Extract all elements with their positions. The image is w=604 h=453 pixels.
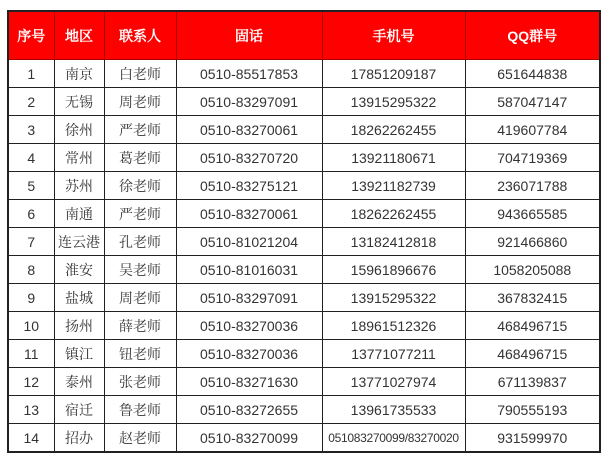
cell-mobile: 13961735533 bbox=[322, 396, 465, 424]
table-row bbox=[8, 396, 600, 424]
cell-region: 扬州 bbox=[54, 312, 104, 340]
cell-region: 镇江 bbox=[54, 340, 104, 368]
cell-landline: 0510-85517853 bbox=[176, 60, 322, 88]
cell-qq-group: 921466860 bbox=[465, 228, 600, 256]
cell-qq-group: 651644838 bbox=[465, 60, 600, 88]
cell-landline: 0510-83270036 bbox=[176, 340, 322, 368]
cell-index: 7 bbox=[8, 228, 54, 256]
cell-mobile: 13921182739 bbox=[322, 172, 465, 200]
cell-contact-name: 白老师 bbox=[104, 60, 176, 88]
cell-mobile: 13182412818 bbox=[322, 228, 465, 256]
cell-contact-name: 孔老师 bbox=[104, 228, 176, 256]
table-row bbox=[8, 116, 600, 144]
cell-contact-name: 周老师 bbox=[104, 88, 176, 116]
cell-contact-name: 赵老师 bbox=[104, 424, 176, 453]
cell-mobile: 13915295322 bbox=[322, 284, 465, 312]
column-header-region: 地区 bbox=[54, 11, 104, 60]
table-row bbox=[8, 88, 600, 116]
cell-mobile: 13771077211 bbox=[322, 340, 465, 368]
cell-contact-name: 鲁老师 bbox=[104, 396, 176, 424]
table-row bbox=[8, 256, 600, 284]
cell-mobile: 13921180671 bbox=[322, 144, 465, 172]
cell-region: 徐州 bbox=[54, 116, 104, 144]
cell-mobile: 13915295322 bbox=[322, 88, 465, 116]
cell-landline: 0510-83270099 bbox=[176, 424, 322, 453]
cell-index: 3 bbox=[8, 116, 54, 144]
cell-qq-group: 1058205088 bbox=[465, 256, 600, 284]
cell-landline: 0510-83275121 bbox=[176, 172, 322, 200]
cell-mobile: 15961896676 bbox=[322, 256, 465, 284]
cell-index: 10 bbox=[8, 312, 54, 340]
cell-mobile: 13771027974 bbox=[322, 368, 465, 396]
cell-contact-name: 严老师 bbox=[104, 200, 176, 228]
cell-qq-group: 468496715 bbox=[465, 312, 600, 340]
cell-region: 泰州 bbox=[54, 368, 104, 396]
cell-landline: 0510-83270061 bbox=[176, 116, 322, 144]
cell-qq-group: 790555193 bbox=[465, 396, 600, 424]
cell-qq-group: 704719369 bbox=[465, 144, 600, 172]
cell-mobile: 17851209187 bbox=[322, 60, 465, 88]
column-header-mobile: 手机号 bbox=[322, 11, 465, 60]
cell-landline: 0510-83270720 bbox=[176, 144, 322, 172]
table-row bbox=[8, 60, 600, 88]
cell-index: 14 bbox=[8, 424, 54, 453]
column-header-qq-group: QQ群号 bbox=[465, 11, 600, 60]
cell-qq-group: 931599970 bbox=[465, 424, 600, 453]
cell-index: 2 bbox=[8, 88, 54, 116]
cell-landline: 0510-81016031 bbox=[176, 256, 322, 284]
cell-region: 连云港 bbox=[54, 228, 104, 256]
cell-contact-name: 张老师 bbox=[104, 368, 176, 396]
cell-landline: 0510-83270061 bbox=[176, 200, 322, 228]
cell-region: 招办 bbox=[54, 424, 104, 453]
cell-index: 8 bbox=[8, 256, 54, 284]
cell-landline: 0510-83297091 bbox=[176, 88, 322, 116]
cell-landline: 0510-83271630 bbox=[176, 368, 322, 396]
table-row bbox=[8, 312, 600, 340]
table-row bbox=[8, 424, 600, 453]
table-row bbox=[8, 284, 600, 312]
cell-mobile: 18262262455 bbox=[322, 116, 465, 144]
cell-index: 11 bbox=[8, 340, 54, 368]
cell-region: 常州 bbox=[54, 144, 104, 172]
cell-mobile: 051083270099/83270020 bbox=[322, 424, 465, 453]
cell-qq-group: 419607784 bbox=[465, 116, 600, 144]
cell-index: 9 bbox=[8, 284, 54, 312]
cell-mobile: 18961512326 bbox=[322, 312, 465, 340]
cell-region: 淮安 bbox=[54, 256, 104, 284]
cell-qq-group: 943665585 bbox=[465, 200, 600, 228]
cell-contact-name: 周老师 bbox=[104, 284, 176, 312]
table-row bbox=[8, 368, 600, 396]
cell-index: 12 bbox=[8, 368, 54, 396]
cell-region: 盐城 bbox=[54, 284, 104, 312]
table-header-row bbox=[8, 11, 600, 60]
cell-region: 无锡 bbox=[54, 88, 104, 116]
cell-contact-name: 钮老师 bbox=[104, 340, 176, 368]
cell-region: 苏州 bbox=[54, 172, 104, 200]
cell-landline: 0510-83272655 bbox=[176, 396, 322, 424]
contact-table bbox=[7, 10, 601, 453]
table-row bbox=[8, 228, 600, 256]
table-row bbox=[8, 172, 600, 200]
cell-qq-group: 587047147 bbox=[465, 88, 600, 116]
cell-landline: 0510-83297091 bbox=[176, 284, 322, 312]
cell-index: 1 bbox=[8, 60, 54, 88]
cell-index: 4 bbox=[8, 144, 54, 172]
cell-index: 6 bbox=[8, 200, 54, 228]
cell-qq-group: 367832415 bbox=[465, 284, 600, 312]
cell-region: 南京 bbox=[54, 60, 104, 88]
column-header-index: 序号 bbox=[8, 11, 54, 60]
table-row bbox=[8, 340, 600, 368]
cell-contact-name: 吴老师 bbox=[104, 256, 176, 284]
cell-landline: 0510-81021204 bbox=[176, 228, 322, 256]
cell-qq-group: 468496715 bbox=[465, 340, 600, 368]
cell-mobile: 18262262455 bbox=[322, 200, 465, 228]
cell-qq-group: 236071788 bbox=[465, 172, 600, 200]
cell-region: 南通 bbox=[54, 200, 104, 228]
cell-contact-name: 薛老师 bbox=[104, 312, 176, 340]
cell-region: 宿迁 bbox=[54, 396, 104, 424]
table-row bbox=[8, 144, 600, 172]
cell-index: 5 bbox=[8, 172, 54, 200]
column-header-landline: 固话 bbox=[176, 11, 322, 60]
cell-landline: 0510-83270036 bbox=[176, 312, 322, 340]
cell-index: 13 bbox=[8, 396, 54, 424]
column-header-contact-name: 联系人 bbox=[104, 11, 176, 60]
cell-contact-name: 严老师 bbox=[104, 116, 176, 144]
cell-qq-group: 671139837 bbox=[465, 368, 600, 396]
cell-contact-name: 徐老师 bbox=[104, 172, 176, 200]
cell-contact-name: 葛老师 bbox=[104, 144, 176, 172]
table-row bbox=[8, 200, 600, 228]
